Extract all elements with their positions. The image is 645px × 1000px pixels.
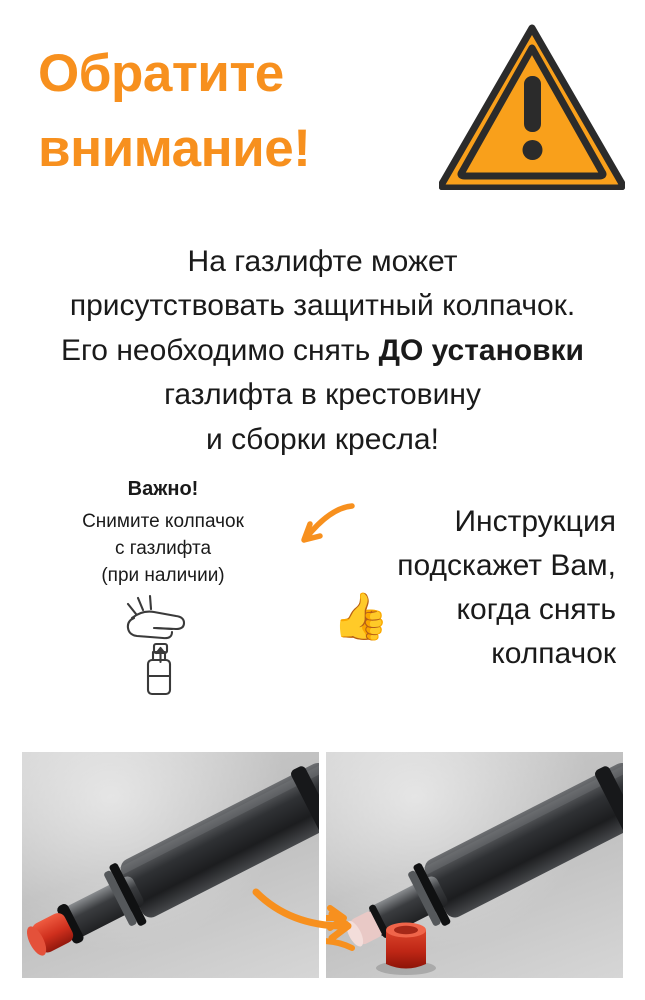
gas-lift-without-cap-photo [326, 752, 623, 978]
header [0, 0, 645, 215]
main-description-line-2: присутствовать защитный колпачок. [69, 289, 576, 323]
main-description-line-3 [0, 329, 645, 373]
important-note-line-1: Снимите колпачок [82, 511, 244, 532]
main-description [0, 240, 645, 462]
instruction-text [330, 500, 630, 676]
warning-triangle-exclamation-icon [439, 22, 625, 190]
main-description-line-4: газлифта в крестовину [164, 378, 481, 412]
important-note-line-2: с газлифта [114, 537, 212, 559]
page-title-line-2: внимание! [38, 119, 311, 179]
instruction-line-2: подскажет Вам, [397, 549, 616, 583]
orange-arrow-right-icon [248, 880, 368, 950]
thumbs-up-icon: 👍 [332, 590, 390, 642]
instruction-line-3: когда снять [456, 593, 616, 627]
important-note [58, 478, 268, 590]
important-note-title: Важно! [127, 478, 199, 500]
main-description-line-1: На газлифте может [187, 245, 458, 278]
middle-section [0, 478, 645, 738]
main-description-line-3-prefix: Его необходимо снять [61, 333, 379, 367]
important-note-line-3: (при наличии) [101, 564, 225, 586]
instruction-line-4: колпачок [491, 637, 616, 671]
main-description-line-5: и сборки кресла! [206, 422, 439, 456]
page-title-line-1: Обратите [38, 44, 284, 103]
page-title [38, 36, 438, 187]
instruction-line-1: Инструкция [454, 505, 616, 538]
main-description-emphasis: ДО установки [378, 333, 584, 367]
hand-removing-cap-from-cylinder-icon [110, 588, 220, 703]
footer-spacer [0, 978, 645, 1000]
